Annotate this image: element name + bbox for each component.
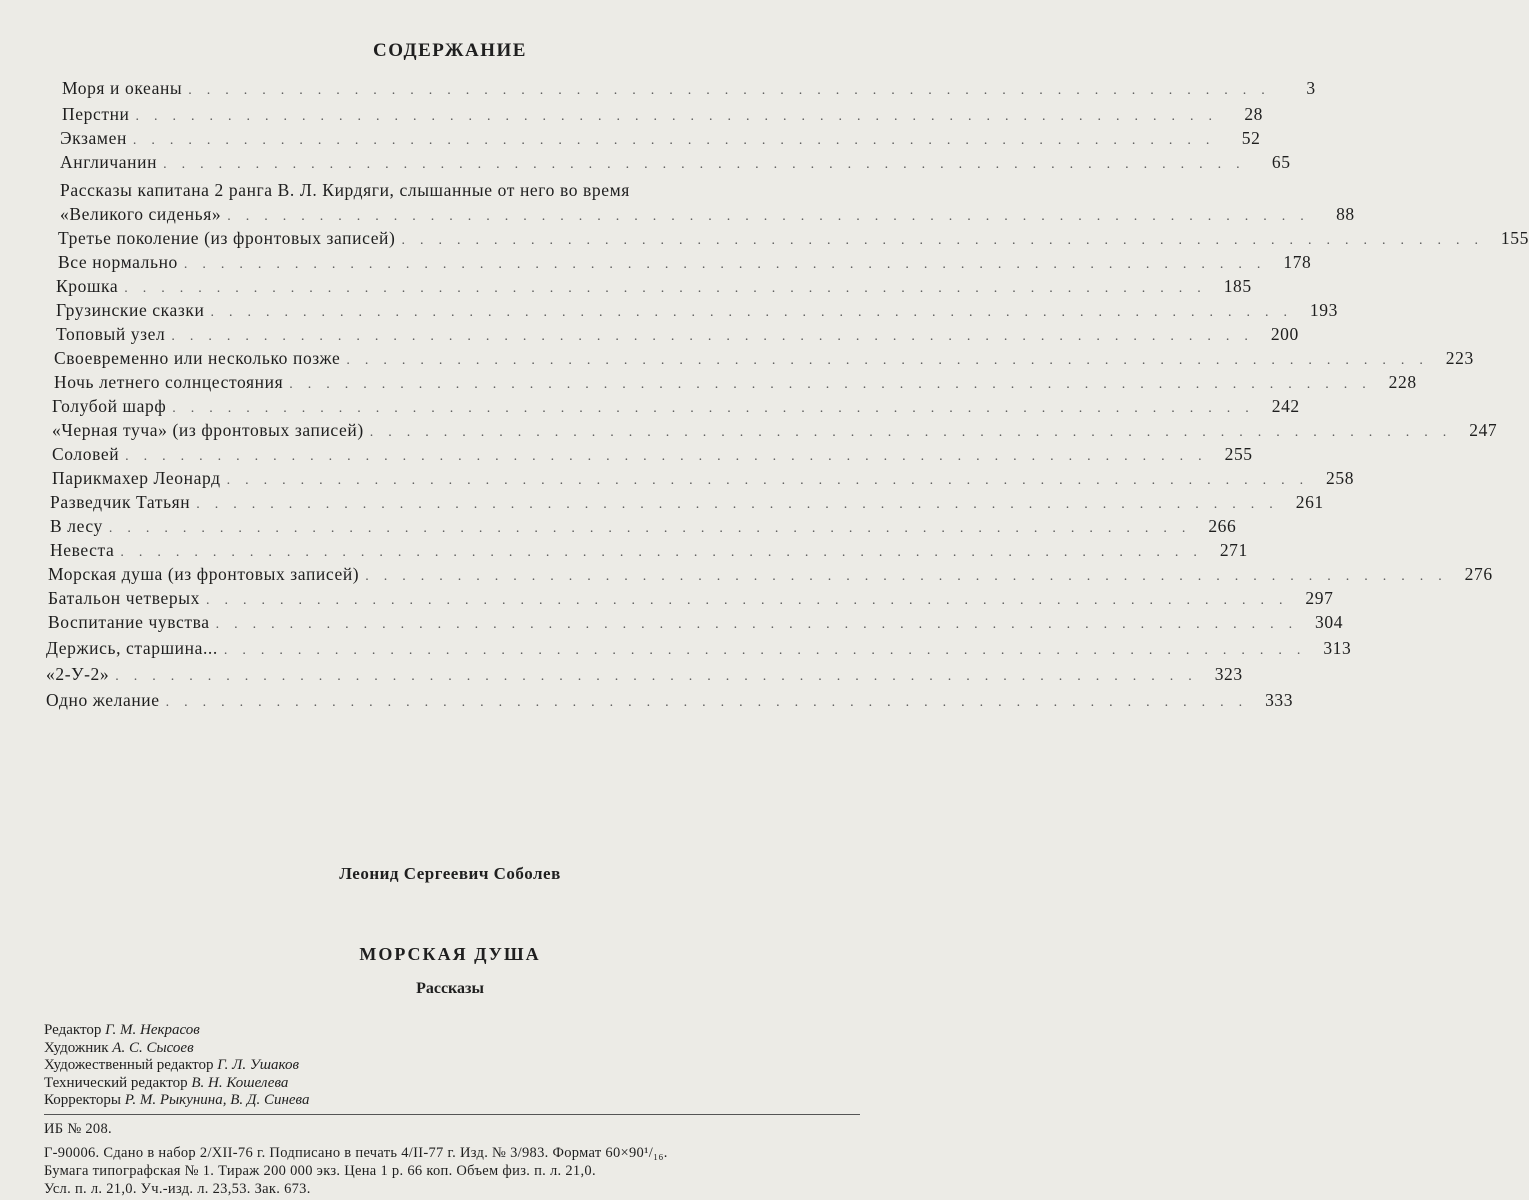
toc-entry bbox=[54, 346, 1474, 370]
toc-entry-title-line2: «Великого сиденья» bbox=[60, 204, 222, 224]
toc-entry-title: Крошка bbox=[56, 276, 119, 296]
toc-entry bbox=[56, 274, 1252, 298]
divider-rule bbox=[44, 1114, 860, 1115]
toc-heading: СОДЕРЖАНИЕ bbox=[373, 40, 527, 61]
toc-entry-page: 185 bbox=[1223, 276, 1252, 296]
toc-entry bbox=[52, 394, 1300, 418]
toc-entry-title: Разведчик Татьян bbox=[50, 492, 191, 512]
toc-entry-page: 304 bbox=[1315, 612, 1344, 632]
toc-entry bbox=[50, 538, 1248, 562]
toc-entry-page: 247 bbox=[1469, 420, 1498, 440]
credit-line bbox=[44, 1092, 309, 1110]
credit-role: Корректоры bbox=[44, 1092, 121, 1108]
book-title: МОРСКАЯ ДУША bbox=[359, 944, 541, 964]
credit-role: Редактор bbox=[44, 1022, 102, 1038]
toc-leader-dots: ........................................................... bbox=[125, 449, 1217, 464]
credit-person: Р. М. Рыкунина, В. Д. Синева bbox=[124, 1092, 310, 1108]
toc-entry-page: 3 bbox=[1306, 78, 1316, 98]
toc-entry-page: 266 bbox=[1208, 516, 1237, 536]
toc-entry bbox=[50, 490, 1324, 514]
toc-leader-dots: ........................................................... bbox=[108, 521, 1201, 536]
credit-person: Г. М. Некрасов bbox=[105, 1022, 200, 1038]
toc-entry-page: 88 bbox=[1336, 204, 1355, 224]
toc-entry-page: 323 bbox=[1214, 664, 1243, 684]
toc-entry bbox=[48, 610, 1344, 634]
imprint-line: Усл. п. л. 21,0. Уч.-изд. л. 23,53. Зак. 673. bbox=[44, 1181, 311, 1197]
credit-person: А. С. Сысоев bbox=[112, 1039, 194, 1056]
credit-role: Художественный редактор bbox=[44, 1057, 214, 1073]
toc-entry-title: Парикмахер Леонард bbox=[52, 468, 221, 488]
toc-leader-dots: ........................................................... bbox=[120, 545, 1212, 560]
toc-entry-page: 193 bbox=[1309, 300, 1338, 320]
toc-entry-page: 223 bbox=[1445, 348, 1474, 368]
imprint-line: Бумага типографская № 1. Тираж 200 000 экз. Цена 1 р. 66 коп. Объем физ. п. л. 21,0. bbox=[44, 1163, 596, 1179]
toc-entry-title: Ночь летнего солнцестояния bbox=[54, 372, 284, 392]
toc-leader-dots: ........................................................... bbox=[115, 669, 1207, 684]
toc-leader-dots: ........................................................... bbox=[135, 109, 1228, 124]
toc-entry bbox=[62, 76, 1316, 100]
toc-entry-title: Третье поколение (из фронтовых записей) bbox=[58, 228, 396, 248]
credit-line bbox=[44, 1022, 309, 1040]
toc-entry-page: 313 bbox=[1323, 638, 1352, 658]
toc-entry bbox=[60, 126, 1261, 150]
toc-entry bbox=[58, 250, 1312, 274]
toc-leader-dots: ........................................................... bbox=[346, 353, 1438, 368]
credit-person: Г. Л. Ушаков bbox=[217, 1057, 299, 1073]
toc-leader-dots: ........................................................... bbox=[172, 401, 1264, 416]
toc-leader-dots: ........................................................... bbox=[289, 377, 1381, 392]
toc-leader-dots: ........................................................... bbox=[223, 643, 1316, 658]
toc-leader-dots: ........................................................... bbox=[165, 695, 1258, 710]
toc-entry-page: 228 bbox=[1388, 372, 1417, 392]
toc-entry-page: 200 bbox=[1270, 324, 1299, 344]
toc-entry-page: 178 bbox=[1283, 252, 1312, 272]
toc-leader-dots: ........................................................... bbox=[196, 497, 1288, 512]
credit-line bbox=[44, 1057, 309, 1075]
toc-leader-dots: ........................................................... bbox=[171, 329, 1263, 344]
toc-leader-dots: ........................................................... bbox=[226, 473, 1319, 488]
book-subtitle: Рассказы bbox=[416, 980, 484, 997]
credit-line bbox=[44, 1040, 309, 1058]
toc-entry bbox=[48, 586, 1334, 610]
toc-entry bbox=[62, 102, 1264, 126]
toc-leader-dots: ........................................................... bbox=[132, 133, 1225, 148]
toc-leader-dots: ........................................................... bbox=[210, 305, 1302, 320]
toc-leader-dots: ........................................................... bbox=[124, 281, 1216, 296]
toc-entry-title: Морская душа (из фронтовых записей) bbox=[48, 564, 360, 584]
toc-entry-title: Перстни bbox=[62, 104, 130, 124]
toc-entry-title: Одно желание bbox=[46, 690, 160, 710]
toc-entry-title: Батальон четверых bbox=[48, 588, 200, 608]
toc-entry-page: 28 bbox=[1244, 104, 1264, 124]
toc-entry bbox=[52, 442, 1253, 466]
toc-entry-page: 271 bbox=[1219, 540, 1248, 560]
toc-entry bbox=[46, 688, 1294, 712]
toc-entry-title: Экзамен bbox=[60, 128, 127, 148]
toc-leader-dots: ........................................................... bbox=[163, 157, 1255, 172]
toc-leader-dots: ........................................................... bbox=[205, 593, 1298, 608]
toc-leader-dots: ........................................................... bbox=[401, 233, 1493, 248]
imprint-line: Г-90006. Сдано в набор 2/XII-76 г. Подписано в печать 4/II-77 г. Изд. № 3/983. Формат 60×90¹/₁₆. bbox=[44, 1145, 668, 1161]
credit-role: Технический редактор bbox=[44, 1074, 188, 1091]
toc-entry bbox=[52, 466, 1355, 490]
toc-entry-title: Своевременно или несколько позже bbox=[54, 348, 341, 368]
toc-entry bbox=[52, 418, 1498, 442]
imprint-block bbox=[44, 1120, 870, 1198]
toc-entry-title: Топовый узел bbox=[56, 324, 166, 344]
toc-entry-title: Англичанин bbox=[60, 152, 158, 172]
imprint-ib: ИБ № 208. bbox=[44, 1121, 112, 1137]
toc-entry-title: Держись, старшина... bbox=[46, 638, 218, 658]
toc-entry-page: 333 bbox=[1265, 690, 1294, 710]
toc-leader-dots: ........................................................... bbox=[227, 209, 1319, 224]
toc-leader-dots: ........................................................... bbox=[365, 569, 1457, 584]
toc-entry-title: Соловей bbox=[52, 444, 120, 464]
author-name: Леонид Сергеевич Соболев bbox=[339, 864, 561, 883]
toc-entry bbox=[46, 636, 1352, 660]
toc-entry-page: 242 bbox=[1271, 396, 1300, 416]
toc-entry-title: Невеста bbox=[50, 540, 115, 560]
toc-leader-dots: ........................................................... bbox=[188, 83, 1280, 98]
toc-entry-page: 65 bbox=[1271, 152, 1291, 172]
credit-person: В. Н. Кошелева bbox=[191, 1074, 289, 1091]
toc-entry-title: Все нормально bbox=[58, 252, 178, 272]
toc-entry bbox=[48, 562, 1493, 586]
toc-entry-page: 52 bbox=[1241, 128, 1261, 148]
toc-entry-title: Моря и океаны bbox=[62, 78, 183, 98]
toc-entry-title-line1: Рассказы капитана 2 ранга В. Л. Кирдяги, слышанные от него во время bbox=[60, 180, 630, 200]
toc-entry bbox=[46, 662, 1243, 686]
toc-entry-title: Грузинские сказки bbox=[56, 300, 205, 320]
toc-entry-page: 297 bbox=[1305, 588, 1334, 608]
toc-entry bbox=[60, 178, 1355, 226]
credit-role: Художник bbox=[44, 1039, 109, 1056]
toc-entry-continuation bbox=[60, 202, 1355, 229]
toc-entry bbox=[54, 370, 1417, 394]
toc-entry-page: 261 bbox=[1295, 492, 1324, 512]
toc-entry bbox=[56, 322, 1299, 346]
toc-entry bbox=[58, 226, 1529, 250]
toc-entry-title: «2-У-2» bbox=[46, 664, 110, 684]
toc-entry-title: Голубой шарф bbox=[52, 396, 167, 416]
toc-entry bbox=[60, 150, 1291, 174]
toc-leader-dots: ........................................................... bbox=[183, 257, 1276, 272]
toc-entry bbox=[50, 514, 1237, 538]
toc-entry-page: 155 bbox=[1500, 228, 1529, 248]
toc-entry-page: 276 bbox=[1464, 564, 1493, 584]
credit-line bbox=[44, 1075, 309, 1093]
toc-entry bbox=[56, 298, 1338, 322]
toc-leader-dots: ........................................................... bbox=[215, 617, 1308, 632]
toc-entry-title: Воспитание чувства bbox=[48, 612, 210, 632]
toc-entry-page: 258 bbox=[1326, 468, 1355, 488]
toc-leader-dots: ........................................................... bbox=[369, 425, 1462, 440]
toc-entry-title: В лесу bbox=[50, 516, 103, 536]
toc-entry-title: «Черная туча» (из фронтовых записей) bbox=[52, 420, 364, 440]
credits-block bbox=[44, 1022, 309, 1110]
toc-entry-page: 255 bbox=[1224, 444, 1253, 464]
